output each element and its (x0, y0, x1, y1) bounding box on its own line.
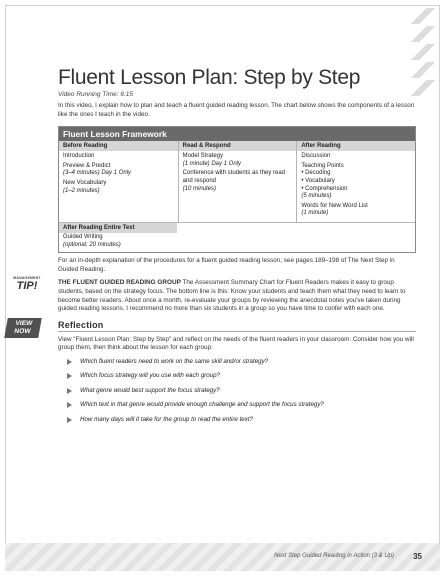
after-reading-header: After Reading (297, 141, 415, 151)
before-reading-column (59, 141, 178, 222)
fluent-lesson-framework-table (58, 126, 416, 253)
arrow-bullet-icon (67, 402, 72, 408)
reflection-questions (58, 358, 416, 424)
reflection-intro: View "Fluent Lesson Plan: Step by Step" and reflect on the needs of the fluent readers in your classroom. Consider how you will group them, then think about the lesson for each group: (58, 335, 414, 352)
tip-body: The Assessment Summary Chart for Fluent Readers makes it easy to group students, based on the strategy focus. The bottom line is this: Know your students and teach them what they need to learn to become better readers. About once a month, re-evaluate your groups by reviewing the anecdotal notes you've taken during guided reading lessons. I recommend no more than six students in a group so you have time to confer with each one. (58, 279, 406, 313)
before-reading-header: Before Reading (59, 141, 178, 151)
list-item: What genre would best support the focus strategy? (58, 387, 416, 395)
framework-item: Words for New Word List (1 minute) (301, 202, 368, 217)
view-now-badge: VIEW NOW (4, 318, 42, 338)
framework-heading: Fluent Lesson Framework (59, 127, 415, 141)
main-content (13, 66, 416, 430)
framework-item: Introduction (63, 153, 95, 160)
after-entire-text-header: After Reading Entire Text (59, 223, 177, 233)
framework-item: Teaching Points • Decoding • Vocabulary • Comprehension (5 minutes) (301, 162, 348, 200)
list-item: How many days will it take for the group to read the entire text? (58, 416, 416, 424)
framework-item: Preview & Predict (3–4 minutes) Day 1 Only (63, 162, 132, 177)
framework-item: Guided Writing (optional; 20 minutes) (63, 233, 121, 248)
page-number: 35 (413, 552, 422, 561)
list-item: Which text in that genre would provide enough challenge and support the focus strategy? (58, 401, 416, 409)
arrow-bullet-icon (67, 388, 72, 394)
reflection-heading: Reflection (58, 319, 104, 330)
tip-heading: THE FLUENT GUIDED READING GROUP (58, 279, 181, 287)
list-item: Which focus strategy will you use with each group? (58, 372, 416, 380)
read-respond-column (178, 141, 297, 222)
framework-item: Discussion (301, 153, 331, 160)
procedures-paragraph: For an in-depth explanation of the procedures for a fluent guided reading lesson, see pages 189–198 of The Next Step in Guided Reading. (58, 257, 395, 273)
reflection-underline (58, 331, 416, 332)
page-footer (5, 543, 440, 571)
video-running-time: Video Running Time: 6:15 (58, 91, 133, 98)
footer-book-title: Next Step Guided Reading in Action (3 & Up) (274, 553, 394, 559)
management-tip (13, 276, 416, 313)
after-entire-text-row (59, 222, 415, 252)
framework-item: New Vocabulary (1–2 minutes) (63, 179, 107, 194)
list-item: Which fluent readers need to work on the same skill and/or strategy? (58, 358, 416, 366)
tip-badge: MANAGEMENT TIP! (13, 276, 41, 293)
intro-paragraph: In this video, I explain how to plan and teach a fluent guided reading lesson. The chart below shows the components of a lesson like the ones I teach in the video. (58, 102, 415, 118)
framework-item: Conference with students as they read and respond (10 minutes) (182, 170, 286, 192)
arrow-bullet-icon (67, 373, 72, 379)
reflection-section (13, 319, 416, 424)
framework-item: Model Strategy (1 minute) Day 1 Only (182, 153, 242, 167)
after-reading-column (296, 141, 415, 222)
arrow-bullet-icon (67, 417, 72, 423)
page-title: Fluent Lesson Plan: Step by Step (58, 66, 361, 89)
arrow-bullet-icon (67, 359, 72, 365)
read-respond-header: Read & Respond (179, 141, 297, 151)
